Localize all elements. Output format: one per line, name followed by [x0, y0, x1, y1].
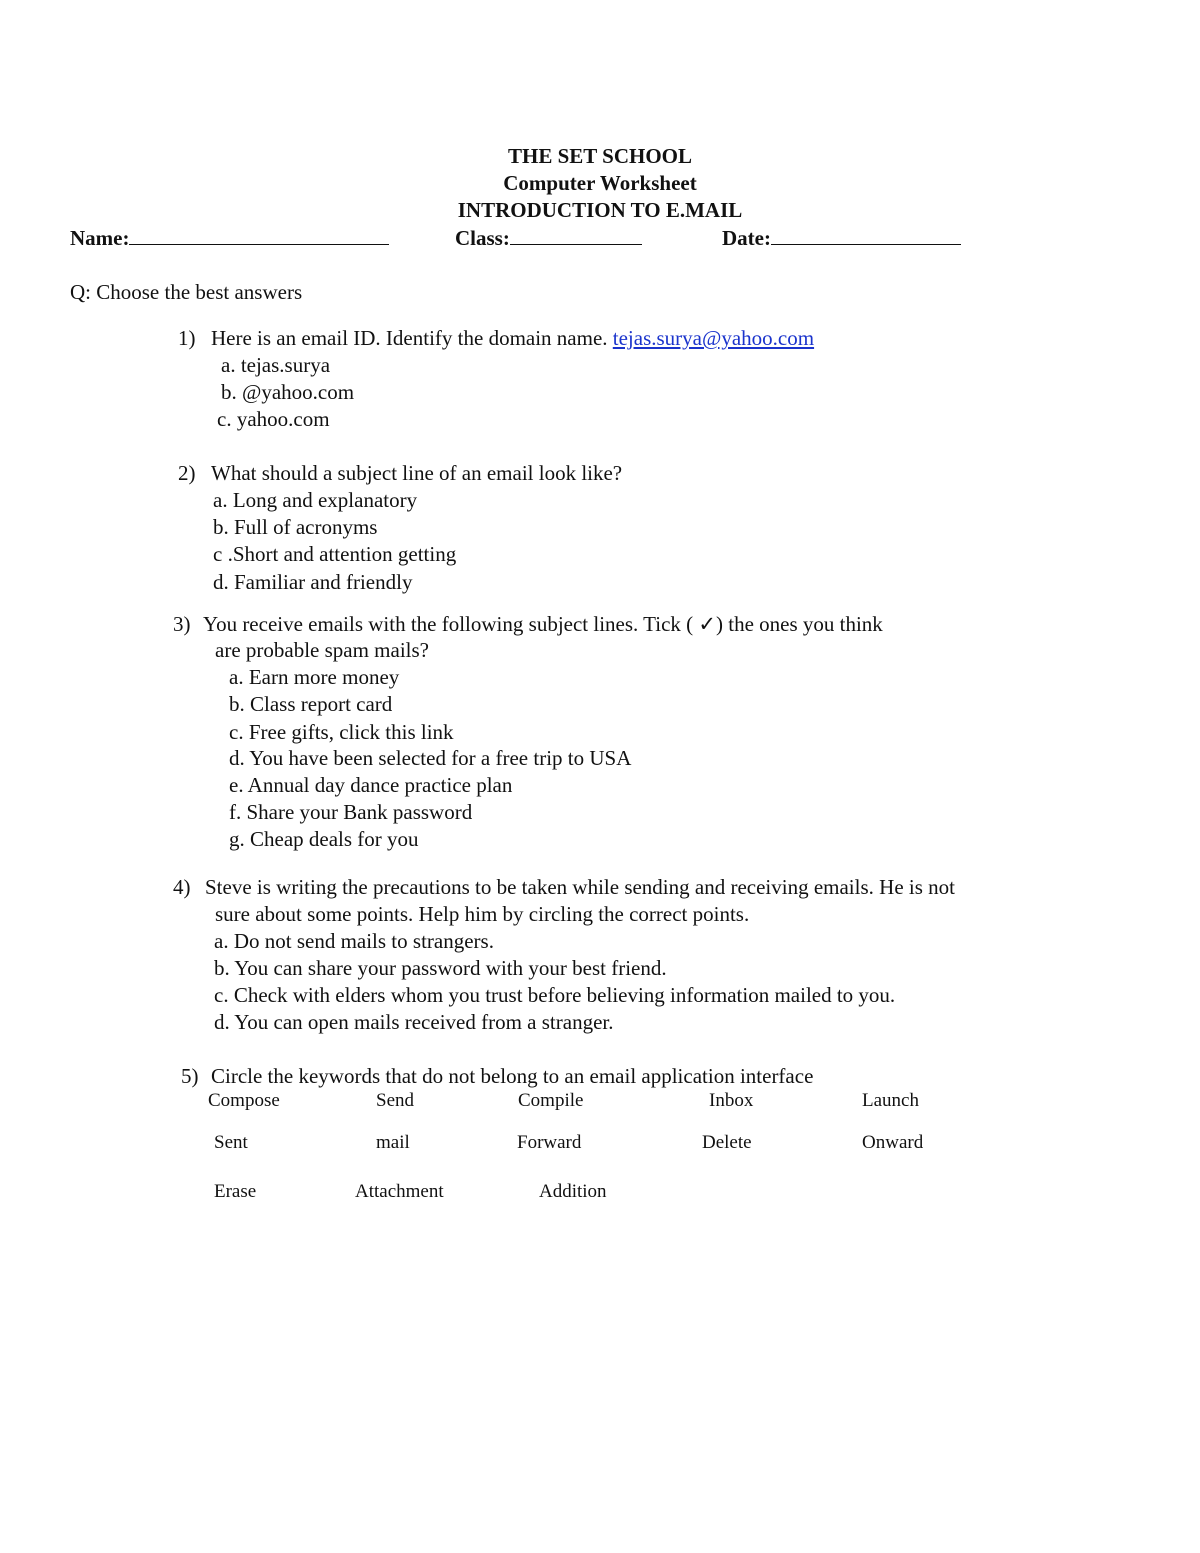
- q4-question-line2: sure about some points. Help him by circling the correct points.: [215, 902, 750, 926]
- q4-option: d. You can open mails received from a stranger.: [214, 1010, 614, 1034]
- q4-option: a. Do not send mails to strangers.: [214, 929, 494, 953]
- q5-question: Circle the keywords that do not belong to an email application interface: [211, 1064, 814, 1088]
- q3-number: 3): [173, 612, 191, 636]
- q4-option: c. Check with elders whom you trust before believing information mailed to you.: [214, 983, 896, 1007]
- instruction: Q: Choose the best answers: [70, 280, 303, 304]
- school-name: THE SET SCHOOL: [507, 144, 693, 168]
- keyword: Compose: [208, 1090, 280, 1111]
- class-field: [455, 224, 642, 251]
- keyword: Sent: [214, 1132, 248, 1153]
- q4-option: b. You can share your password with your best friend.: [214, 956, 667, 980]
- keyword: mail: [376, 1132, 410, 1153]
- q3-question-line1: You receive emails with the following subject lines. Tick ( ✓) the ones you think: [203, 612, 883, 636]
- q1-option: c. yahoo.com: [217, 407, 330, 431]
- q2-option: c .Short and attention getting: [213, 542, 457, 566]
- q5-number: 5): [181, 1064, 199, 1088]
- q3-option: a. Earn more money: [229, 665, 400, 689]
- q3-question-line2: are probable spam mails?: [215, 638, 429, 662]
- keyword: Addition: [539, 1181, 607, 1202]
- q2-option: b. Full of acronyms: [213, 515, 378, 539]
- q3-option: c. Free gifts, click this link: [229, 720, 454, 744]
- q1-email-link[interactable]: tejas.surya@yahoo.com: [612, 326, 815, 350]
- class-blank[interactable]: [510, 224, 642, 245]
- q2-option: a. Long and explanatory: [213, 488, 418, 512]
- keyword: Send: [376, 1090, 414, 1111]
- q3-option: g. Cheap deals for you: [229, 827, 419, 851]
- keyword: Inbox: [709, 1090, 754, 1111]
- q1-question: [211, 325, 814, 351]
- q2-number: 2): [178, 461, 196, 485]
- worksheet-topic: INTRODUCTION TO E.MAIL: [457, 198, 743, 222]
- date-field: [722, 224, 961, 251]
- keyword: Delete: [702, 1132, 752, 1153]
- name-label: Name:: [70, 226, 130, 250]
- q2-question: What should a subject line of an email look like?: [211, 461, 623, 485]
- keyword: Launch: [862, 1090, 919, 1111]
- q3-option: b. Class report card: [229, 692, 393, 716]
- q1-option: b. @yahoo.com: [221, 380, 355, 404]
- q2-option: d. Familiar and friendly: [213, 570, 413, 594]
- q3-option: e. Annual day dance practice plan: [229, 773, 513, 797]
- q3-option: d. You have been selected for a free trip to USA: [229, 746, 632, 770]
- q3-option: f. Share your Bank password: [229, 800, 473, 824]
- keyword: Attachment: [355, 1181, 444, 1202]
- class-label: Class:: [455, 226, 510, 250]
- keyword: Compile: [518, 1090, 584, 1111]
- q1-text: Here is an email ID. Identify the domain name.: [211, 326, 613, 350]
- q1-option: a. tejas.surya: [221, 353, 331, 377]
- keyword: Onward: [862, 1132, 924, 1153]
- name-field: [70, 224, 389, 251]
- q4-number: 4): [173, 875, 191, 899]
- date-label: Date:: [722, 226, 771, 250]
- date-blank[interactable]: [771, 224, 961, 245]
- keyword: Forward: [517, 1132, 582, 1153]
- name-blank[interactable]: [129, 224, 389, 245]
- worksheet-subject: Computer Worksheet: [503, 171, 697, 195]
- q4-question-line1: Steve is writing the precautions to be taken while sending and receiving emails. He is not: [205, 875, 955, 899]
- q1-number: 1): [178, 326, 196, 350]
- keyword: Erase: [214, 1181, 257, 1202]
